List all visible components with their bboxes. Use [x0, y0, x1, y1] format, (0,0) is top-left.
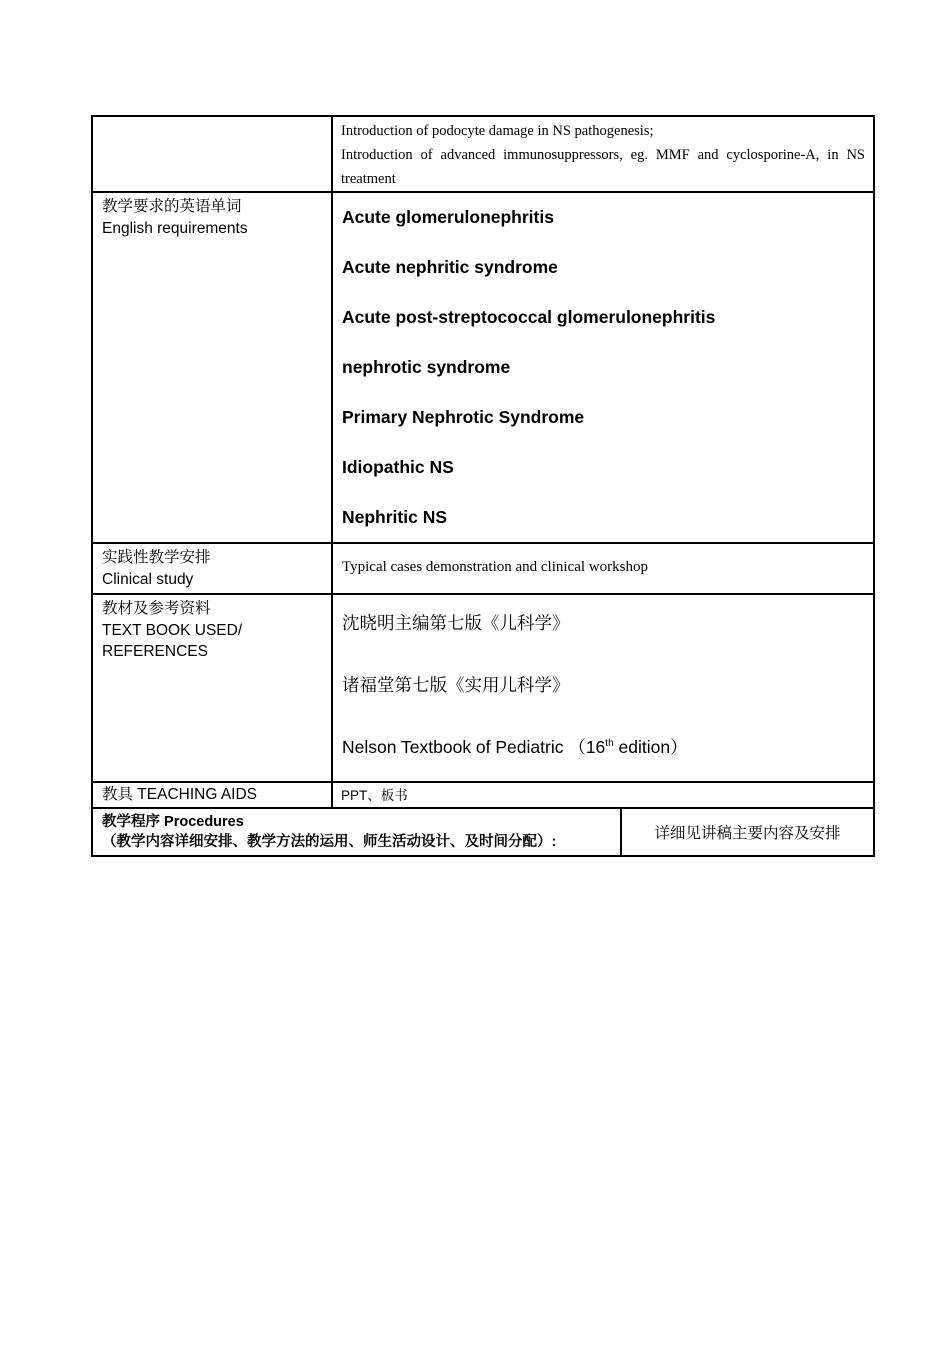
textbooks-label-cell [92, 594, 332, 782]
textbooks-label-en-line1 [102, 620, 322, 642]
intro-cell [332, 116, 874, 192]
procedures-subtitle: （教学内容详细安排、教学方法的运用、师生活动设计、及时间分配）: [102, 834, 557, 850]
english-terms-cell [332, 192, 874, 543]
course-plan-table [91, 115, 875, 857]
intro-line: Introduction of advanced immunosuppressors, eg. MMF and cyclosporine-A, in NS treatment [341, 147, 865, 187]
english-term: Acute glomerulonephritis [342, 207, 554, 227]
aids-content: PPT、板书 [341, 788, 408, 803]
intro-row [92, 116, 874, 192]
textbooks-row [92, 594, 874, 782]
english-requirements-label-cn: 教学要求的英语单词 [102, 198, 242, 215]
english-term: Nephritic NS [342, 507, 448, 527]
textbooks-label-cn: 教材及参考资料 [102, 600, 211, 617]
english-requirements-row [92, 192, 874, 543]
english-term: Idiopathic NS [342, 457, 454, 477]
clinical-label-cell [92, 543, 332, 594]
intro-label-cell [92, 116, 332, 192]
reference-item: 沈晓明主编第七版《儿科学》 [342, 613, 570, 633]
reference-item: 诸福堂第七版《实用儿科学》 [342, 675, 570, 695]
nelson-edition: edition） [613, 737, 688, 757]
intro-line: Introduction of podocyte damage in NS pathogenesis; [341, 123, 654, 139]
clinical-content: Typical cases demonstration and clinical workshop [342, 559, 648, 575]
textbooks-refs-cell [332, 594, 874, 782]
clinical-row [92, 543, 874, 594]
clinical-label-cn: 实践性教学安排 [102, 549, 211, 566]
english-term: Acute nephritic syndrome [342, 257, 558, 277]
aids-label: 教具 TEACHING AIDS [102, 786, 258, 803]
english-requirements-label-cell [92, 192, 332, 543]
procedures-detail-cell [621, 808, 874, 856]
english-term: Acute post-streptococcal glomerulonephritis [342, 307, 716, 327]
textbooks-label-en-line2: REFERENCES [102, 643, 208, 660]
procedures-label-cell [92, 808, 621, 856]
textbooks-label-word: TEXT [102, 621, 142, 639]
aids-content-cell [332, 782, 874, 808]
textbooks-label-word: USED/ [194, 621, 243, 639]
clinical-content-cell [332, 543, 874, 594]
english-requirements-label-en: English requirements [102, 219, 248, 237]
aids-label-cell [92, 782, 332, 808]
english-term: nephrotic syndrome [342, 357, 511, 377]
textbooks-label-word: BOOK [145, 621, 191, 639]
english-term: Primary Nephrotic Syndrome [342, 407, 585, 427]
procedures-detail: 详细见讲稿主要内容及安排 [654, 825, 841, 842]
clinical-label-en: Clinical study [102, 570, 194, 588]
reference-item-nelson [342, 734, 864, 779]
procedures-title: 教学程序 Procedures [102, 814, 244, 830]
nelson-title: Nelson Textbook of Pediatric （16 [342, 737, 606, 757]
nelson-sup: th [605, 738, 614, 750]
aids-row [92, 782, 874, 808]
procedures-row [92, 808, 874, 856]
